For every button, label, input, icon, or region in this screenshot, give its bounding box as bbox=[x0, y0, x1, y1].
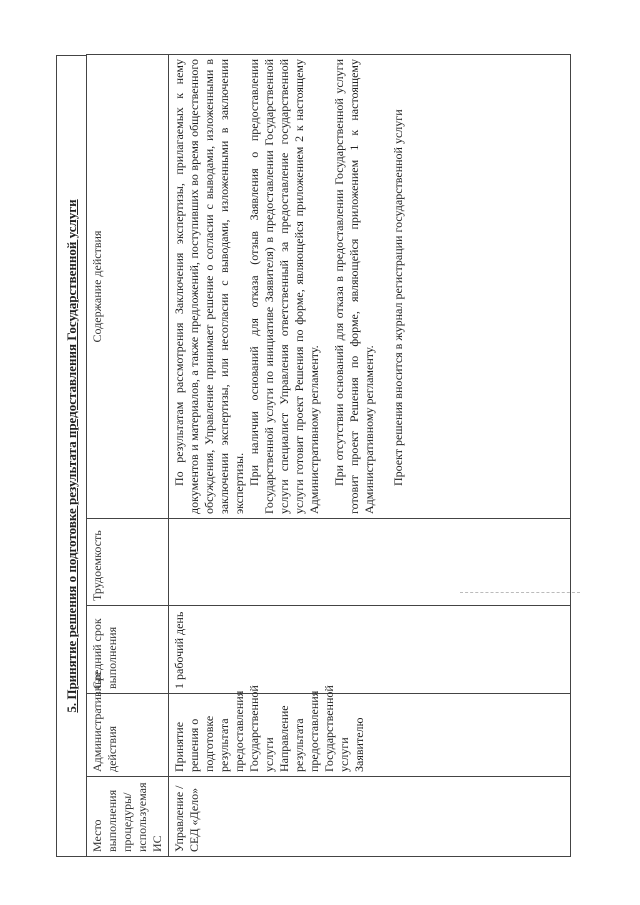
table-header-row bbox=[87, 55, 169, 857]
cell-content bbox=[169, 55, 571, 519]
scan-artifact-divider bbox=[460, 592, 580, 593]
cell-place: Управление /СЕД «Дело» bbox=[169, 777, 571, 857]
cell-term: 1 рабочий день bbox=[169, 606, 571, 694]
section-title: 5. Принятие решения о подготовке результата предоставления Государственной услуги bbox=[56, 55, 86, 857]
content-paragraph-1: По результатам рассмотрения Заключения экспертизы, прилагаемых к нему документов и материалов, а также предложений, поступивших во время общественного обсуждения, Управление принимает решение о согласии с выводами, изложенными в заключении экспертизы, или несогласии с выводами, изложенными в заключении экспертизы. bbox=[172, 59, 246, 514]
header-labor: Трудоемкость bbox=[87, 519, 169, 606]
header-content: Содержание действия bbox=[87, 55, 169, 519]
content-paragraph-4: Проект решения вносится в журнал регистрации государственной услуги bbox=[391, 109, 405, 486]
cell-actions: Принятие решения о подготовке результата предоставления Государственной услуги Направление результата предоставления Государственной услуги Заявителю bbox=[169, 694, 571, 777]
content-paragraph-3: При отсутствии оснований для отказа в предоставлении Государственной услуги готовит проект Решения по форме, являющейся приложением 1 к настоящему Административному регламенту. bbox=[332, 59, 376, 514]
procedure-table bbox=[86, 54, 571, 857]
content-paragraph-2: При наличии оснований для отказа (отзыв Заявления о предоставлении Государственной услуги по инициативе Заявителя) в предоставлении Государственной услуги специалист Управления ответственный за предоставление государственной услуги готовит проект Решения по форме, являющейся приложением 2 к настоящему Административному регламенту. bbox=[247, 59, 321, 514]
header-actions: Административные действия bbox=[87, 694, 169, 777]
table-row bbox=[169, 55, 571, 857]
rotated-page bbox=[56, 55, 571, 857]
header-term: Средний срок выполнения bbox=[87, 606, 169, 694]
header-place: Место выполнения процедуры/используемая ИС bbox=[87, 777, 169, 857]
